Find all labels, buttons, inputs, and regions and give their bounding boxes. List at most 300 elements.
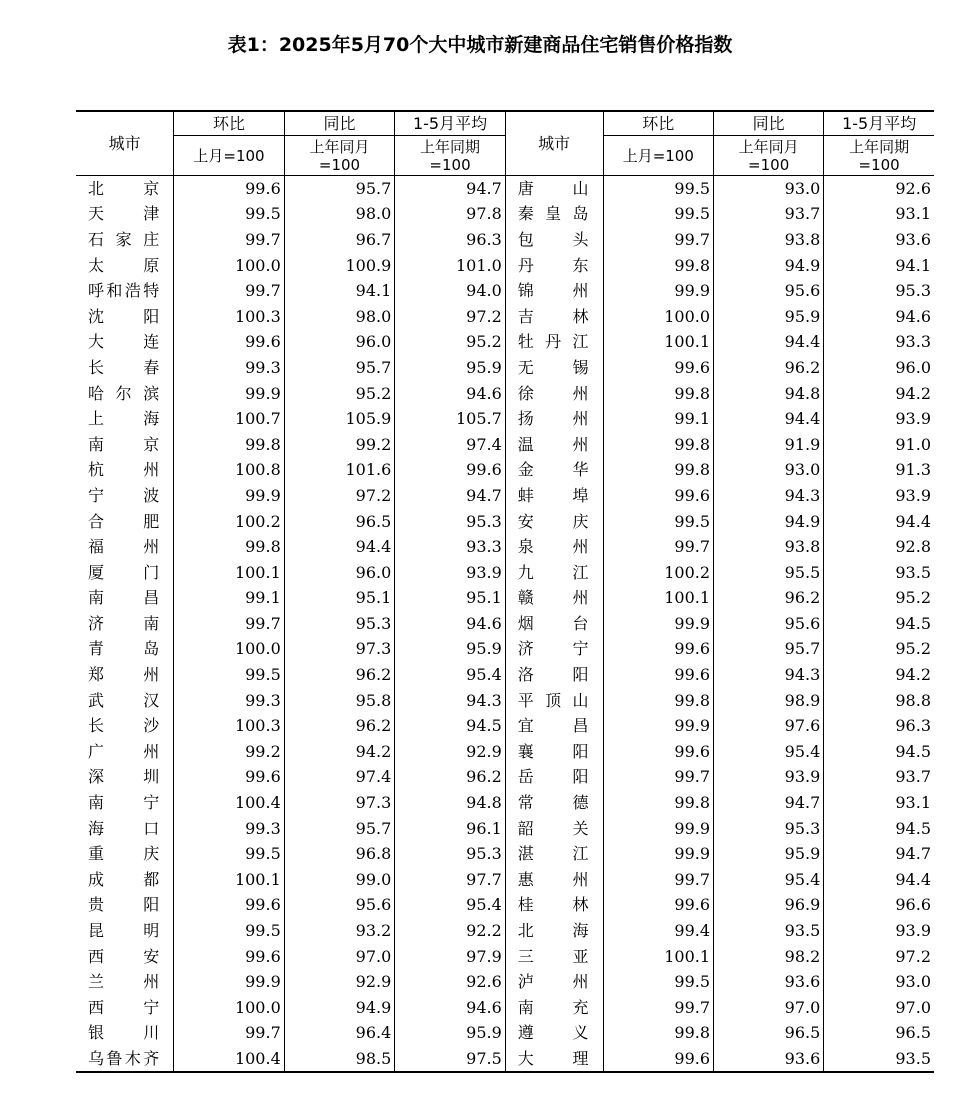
table-row xyxy=(76,176,934,202)
avg-cell: 93.9 xyxy=(824,406,934,432)
mom-cell: 99.7 xyxy=(174,278,285,304)
city-cell: 洛阳 xyxy=(505,662,603,688)
yoy-cell: 95.7 xyxy=(284,176,395,202)
yoy-cell: 95.3 xyxy=(714,815,824,841)
city-cell: 无锡 xyxy=(505,355,603,381)
mom-cell: 99.9 xyxy=(174,969,285,995)
mom-cell: 100.1 xyxy=(603,585,714,611)
yoy-cell: 95.9 xyxy=(714,303,824,329)
avg-cell: 97.8 xyxy=(395,201,506,227)
mom-cell: 100.0 xyxy=(174,995,285,1021)
mom-cell: 100.1 xyxy=(174,867,285,893)
header-city-left: 城市 xyxy=(76,111,174,176)
avg-cell: 93.1 xyxy=(824,790,934,816)
mom-cell: 100.2 xyxy=(174,508,285,534)
table-row xyxy=(76,841,934,867)
mom-cell: 99.1 xyxy=(174,585,285,611)
table-row xyxy=(76,815,934,841)
mom-cell: 100.8 xyxy=(174,457,285,483)
city-cell: 包头 xyxy=(505,227,603,253)
mom-cell: 99.9 xyxy=(603,815,714,841)
avg-cell: 92.8 xyxy=(824,534,934,560)
mom-cell: 99.3 xyxy=(174,815,285,841)
avg-cell: 96.0 xyxy=(824,355,934,381)
mom-cell: 99.8 xyxy=(603,790,714,816)
table-row xyxy=(76,201,934,227)
yoy-cell: 93.0 xyxy=(714,176,824,202)
table-row xyxy=(76,636,934,662)
table-row xyxy=(76,534,934,560)
avg-cell: 92.2 xyxy=(395,918,506,944)
city-cell: 宁波 xyxy=(88,485,160,505)
avg-cell: 94.4 xyxy=(824,508,934,534)
avg-cell: 96.3 xyxy=(824,713,934,739)
table-row xyxy=(76,380,934,406)
avg-cell: 94.7 xyxy=(824,841,934,867)
yoy-cell: 97.3 xyxy=(284,790,395,816)
yoy-cell: 101.6 xyxy=(284,457,395,483)
city-cell: 宜昌 xyxy=(505,713,603,739)
avg-cell: 95.3 xyxy=(824,278,934,304)
table-row xyxy=(76,790,934,816)
avg-cell: 94.5 xyxy=(824,739,934,765)
mom-cell: 99.6 xyxy=(603,1046,714,1072)
yoy-cell: 98.5 xyxy=(284,1046,395,1072)
yoy-cell: 94.1 xyxy=(284,278,395,304)
mom-cell: 99.6 xyxy=(603,483,714,509)
yoy-cell: 96.2 xyxy=(284,662,395,688)
city-cell: 济南 xyxy=(88,613,160,633)
city-cell: 济宁 xyxy=(505,636,603,662)
city-cell: 南京 xyxy=(88,434,160,454)
city-cell: 遵义 xyxy=(505,1020,603,1046)
table-row xyxy=(76,687,934,713)
yoy-cell: 93.6 xyxy=(714,969,824,995)
avg-cell: 97.2 xyxy=(395,303,506,329)
avg-cell: 97.4 xyxy=(395,431,506,457)
avg-cell: 92.9 xyxy=(395,739,506,765)
mom-cell: 99.5 xyxy=(603,201,714,227)
table-row xyxy=(76,918,934,944)
city-cell: 沈阳 xyxy=(88,306,160,326)
yoy-cell: 94.9 xyxy=(714,508,824,534)
mom-cell: 99.8 xyxy=(174,534,285,560)
avg-cell: 96.2 xyxy=(395,764,506,790)
mom-cell: 99.9 xyxy=(174,380,285,406)
yoy-cell: 92.9 xyxy=(284,969,395,995)
city-cell: 福州 xyxy=(88,537,160,557)
city-cell: 岳阳 xyxy=(505,764,603,790)
avg-cell: 95.9 xyxy=(395,1020,506,1046)
avg-cell: 96.3 xyxy=(395,227,506,253)
table-row xyxy=(76,713,934,739)
city-cell: 秦皇岛 xyxy=(505,201,603,227)
city-cell: 蚌埠 xyxy=(505,483,603,509)
city-cell: 锦州 xyxy=(505,278,603,304)
mom-cell: 99.7 xyxy=(174,227,285,253)
city-cell: 湛江 xyxy=(505,841,603,867)
header-avg-left: 1-5月平均 xyxy=(395,111,506,136)
city-cell: 唐山 xyxy=(505,176,603,202)
price-index-table xyxy=(76,110,934,1073)
yoy-cell: 94.7 xyxy=(714,790,824,816)
yoy-cell: 105.9 xyxy=(284,406,395,432)
header-avg-base-line2: =100 xyxy=(858,155,900,174)
yoy-cell: 96.5 xyxy=(714,1020,824,1046)
city-cell: 哈尔滨 xyxy=(88,383,160,403)
mom-cell: 99.9 xyxy=(603,278,714,304)
mom-cell: 99.2 xyxy=(174,739,285,765)
mom-cell: 99.6 xyxy=(174,943,285,969)
avg-cell: 94.0 xyxy=(395,278,506,304)
table-row xyxy=(76,355,934,381)
city-cell: 泉州 xyxy=(505,534,603,560)
avg-cell: 94.2 xyxy=(824,662,934,688)
city-cell: 平顶山 xyxy=(505,687,603,713)
mom-cell: 99.9 xyxy=(174,483,285,509)
yoy-cell: 95.9 xyxy=(714,841,824,867)
yoy-cell: 94.9 xyxy=(714,252,824,278)
avg-cell: 94.8 xyxy=(395,790,506,816)
mom-cell: 100.3 xyxy=(174,713,285,739)
city-cell: 厦门 xyxy=(88,562,160,582)
avg-cell: 96.1 xyxy=(395,815,506,841)
city-cell: 温州 xyxy=(505,431,603,457)
mom-cell: 99.6 xyxy=(603,355,714,381)
yoy-cell: 97.6 xyxy=(714,713,824,739)
avg-cell: 95.3 xyxy=(395,841,506,867)
city-cell: 西宁 xyxy=(88,997,160,1017)
yoy-cell: 96.9 xyxy=(714,892,824,918)
yoy-cell: 95.4 xyxy=(714,739,824,765)
yoy-cell: 91.9 xyxy=(714,431,824,457)
avg-cell: 95.9 xyxy=(395,355,506,381)
avg-cell: 99.6 xyxy=(395,457,506,483)
table-row xyxy=(76,662,934,688)
avg-cell: 93.9 xyxy=(395,559,506,585)
table-row xyxy=(76,559,934,585)
avg-cell: 94.1 xyxy=(824,252,934,278)
mom-cell: 99.1 xyxy=(603,406,714,432)
mom-cell: 99.8 xyxy=(174,431,285,457)
mom-cell: 100.1 xyxy=(174,559,285,585)
city-cell: 成都 xyxy=(88,869,160,889)
yoy-cell: 95.7 xyxy=(714,636,824,662)
city-cell: 青岛 xyxy=(88,639,160,659)
mom-cell: 99.3 xyxy=(174,355,285,381)
avg-cell: 93.0 xyxy=(824,969,934,995)
yoy-cell: 96.7 xyxy=(284,227,395,253)
yoy-cell: 95.7 xyxy=(284,355,395,381)
table-body xyxy=(76,176,934,1072)
yoy-cell: 96.0 xyxy=(284,559,395,585)
header-avg-base-line1: 上年同期 xyxy=(420,137,481,156)
header-avg-base-left xyxy=(395,136,506,176)
avg-cell: 95.2 xyxy=(395,329,506,355)
city-cell: 北京 xyxy=(88,179,160,199)
header-city-right: 城市 xyxy=(505,111,603,176)
yoy-cell: 98.0 xyxy=(284,201,395,227)
table-row xyxy=(76,278,934,304)
table-row xyxy=(76,227,934,253)
yoy-cell: 94.2 xyxy=(284,739,395,765)
mom-cell: 100.0 xyxy=(174,636,285,662)
yoy-cell: 94.4 xyxy=(284,534,395,560)
table-row xyxy=(76,764,934,790)
city-cell: 赣州 xyxy=(505,585,603,611)
mom-cell: 99.8 xyxy=(603,1020,714,1046)
avg-cell: 94.4 xyxy=(824,867,934,893)
city-cell: 乌鲁木齐 xyxy=(76,1046,174,1072)
city-cell: 徐州 xyxy=(505,380,603,406)
avg-cell: 95.4 xyxy=(395,892,506,918)
avg-cell: 97.9 xyxy=(395,943,506,969)
yoy-cell: 96.2 xyxy=(714,355,824,381)
yoy-cell: 93.0 xyxy=(714,457,824,483)
table-row xyxy=(76,508,934,534)
mom-cell: 99.5 xyxy=(174,662,285,688)
mom-cell: 100.2 xyxy=(603,559,714,585)
city-cell: 太原 xyxy=(88,255,160,275)
yoy-cell: 97.2 xyxy=(284,483,395,509)
table-row xyxy=(76,995,934,1021)
table-row xyxy=(76,431,934,457)
city-cell: 扬州 xyxy=(505,406,603,432)
header-avg-right: 1-5月平均 xyxy=(824,111,934,136)
mom-cell: 100.7 xyxy=(174,406,285,432)
avg-cell: 93.3 xyxy=(824,329,934,355)
avg-cell: 94.7 xyxy=(395,483,506,509)
table-row xyxy=(76,611,934,637)
city-cell: 惠州 xyxy=(505,867,603,893)
city-cell: 南宁 xyxy=(88,793,160,813)
table-row xyxy=(76,943,934,969)
header-mom-base-left: 上月=100 xyxy=(174,136,285,176)
yoy-cell: 93.8 xyxy=(714,227,824,253)
avg-cell: 101.0 xyxy=(395,252,506,278)
header-yoy-base-line2: =100 xyxy=(748,155,790,174)
yoy-cell: 98.9 xyxy=(714,687,824,713)
city-cell: 合肥 xyxy=(88,511,160,531)
city-cell: 天津 xyxy=(88,204,160,224)
mom-cell: 99.5 xyxy=(603,508,714,534)
header-mom-right: 环比 xyxy=(603,111,714,136)
avg-cell: 94.6 xyxy=(395,995,506,1021)
avg-cell: 97.7 xyxy=(395,867,506,893)
city-cell: 海口 xyxy=(88,818,160,838)
avg-cell: 93.6 xyxy=(824,227,934,253)
mom-cell: 99.9 xyxy=(603,611,714,637)
header-yoy-base-line2: =100 xyxy=(318,155,361,174)
avg-cell: 94.6 xyxy=(395,380,506,406)
mom-cell: 100.1 xyxy=(603,329,714,355)
header-yoy-left: 同比 xyxy=(284,111,395,136)
header-mom-base-right: 上月=100 xyxy=(603,136,714,176)
avg-cell: 95.1 xyxy=(395,585,506,611)
mom-cell: 100.0 xyxy=(603,303,714,329)
table-row xyxy=(76,303,934,329)
yoy-cell: 96.2 xyxy=(714,585,824,611)
table-row xyxy=(76,457,934,483)
avg-cell: 92.6 xyxy=(824,176,934,202)
mom-cell: 99.5 xyxy=(174,201,285,227)
table-row xyxy=(76,969,934,995)
city-cell: 贵阳 xyxy=(88,895,160,915)
yoy-cell: 97.0 xyxy=(284,943,395,969)
mom-cell: 99.5 xyxy=(174,841,285,867)
yoy-cell: 94.9 xyxy=(284,995,395,1021)
city-cell: 泸州 xyxy=(505,969,603,995)
yoy-cell: 96.0 xyxy=(284,329,395,355)
avg-cell: 98.8 xyxy=(824,687,934,713)
avg-cell: 96.6 xyxy=(824,892,934,918)
avg-cell: 94.5 xyxy=(824,611,934,637)
table-row xyxy=(76,1046,934,1072)
mom-cell: 99.8 xyxy=(603,687,714,713)
city-cell: 深圳 xyxy=(88,767,160,787)
avg-cell: 95.2 xyxy=(824,585,934,611)
mom-cell: 99.8 xyxy=(603,252,714,278)
avg-cell: 94.5 xyxy=(395,713,506,739)
yoy-cell: 99.0 xyxy=(284,867,395,893)
city-cell: 石家庄 xyxy=(88,229,160,249)
mom-cell: 99.7 xyxy=(174,1020,285,1046)
yoy-cell: 94.4 xyxy=(714,406,824,432)
city-cell: 上海 xyxy=(88,409,160,429)
city-cell: 大理 xyxy=(505,1046,603,1072)
city-cell: 西安 xyxy=(88,946,160,966)
avg-cell: 94.6 xyxy=(395,611,506,637)
avg-cell: 91.3 xyxy=(824,457,934,483)
avg-cell: 93.3 xyxy=(395,534,506,560)
yoy-cell: 94.3 xyxy=(714,662,824,688)
yoy-cell: 95.3 xyxy=(284,611,395,637)
mom-cell: 99.8 xyxy=(603,380,714,406)
avg-cell: 96.5 xyxy=(824,1020,934,1046)
mom-cell: 99.6 xyxy=(603,892,714,918)
city-cell: 武汉 xyxy=(88,690,160,710)
mom-cell: 99.7 xyxy=(603,867,714,893)
city-cell: 烟台 xyxy=(505,611,603,637)
yoy-cell: 95.6 xyxy=(284,892,395,918)
city-cell: 南充 xyxy=(505,995,603,1021)
yoy-cell: 99.2 xyxy=(284,431,395,457)
header-yoy-base-line1: 上年同月 xyxy=(738,137,799,156)
table-row xyxy=(76,406,934,432)
yoy-cell: 96.2 xyxy=(284,713,395,739)
mom-cell: 99.6 xyxy=(603,662,714,688)
header-yoy-base-left xyxy=(284,136,395,176)
yoy-cell: 93.5 xyxy=(714,918,824,944)
header-mom-left: 环比 xyxy=(174,111,285,136)
yoy-cell: 97.4 xyxy=(284,764,395,790)
header-avg-base-line1: 上年同期 xyxy=(849,137,910,156)
table-row xyxy=(76,1020,934,1046)
yoy-cell: 97.0 xyxy=(714,995,824,1021)
table-row xyxy=(76,329,934,355)
avg-cell: 91.0 xyxy=(824,431,934,457)
yoy-cell: 95.2 xyxy=(284,380,395,406)
mom-cell: 99.5 xyxy=(174,918,285,944)
avg-cell: 95.3 xyxy=(395,508,506,534)
yoy-cell: 96.4 xyxy=(284,1020,395,1046)
city-cell: 吉林 xyxy=(505,303,603,329)
yoy-cell: 96.8 xyxy=(284,841,395,867)
city-cell: 南昌 xyxy=(88,588,160,608)
city-cell: 长春 xyxy=(88,357,160,377)
mom-cell: 99.5 xyxy=(603,176,714,202)
city-cell: 金华 xyxy=(505,457,603,483)
yoy-cell: 95.5 xyxy=(714,559,824,585)
header-avg-base-right xyxy=(824,136,934,176)
city-cell: 广州 xyxy=(88,741,160,761)
city-cell: 襄阳 xyxy=(505,739,603,765)
city-cell: 呼和浩特 xyxy=(88,281,160,301)
avg-cell: 93.7 xyxy=(824,764,934,790)
mom-cell: 99.6 xyxy=(174,176,285,202)
mom-cell: 99.7 xyxy=(603,764,714,790)
city-cell: 长沙 xyxy=(88,716,160,736)
city-cell: 郑州 xyxy=(88,665,160,685)
city-cell: 牡丹江 xyxy=(505,329,603,355)
city-cell: 丹东 xyxy=(505,252,603,278)
avg-cell: 94.7 xyxy=(395,176,506,202)
mom-cell: 99.3 xyxy=(174,687,285,713)
city-cell: 兰州 xyxy=(88,972,160,992)
avg-cell: 94.3 xyxy=(395,687,506,713)
mom-cell: 100.4 xyxy=(174,790,285,816)
mom-cell: 100.1 xyxy=(603,943,714,969)
yoy-cell: 94.3 xyxy=(714,483,824,509)
city-cell: 大连 xyxy=(88,332,160,352)
avg-cell: 105.7 xyxy=(395,406,506,432)
avg-cell: 94.2 xyxy=(824,380,934,406)
city-cell: 常德 xyxy=(505,790,603,816)
mom-cell: 99.5 xyxy=(603,969,714,995)
mom-cell: 100.0 xyxy=(174,252,285,278)
avg-cell: 93.1 xyxy=(824,201,934,227)
table-row xyxy=(76,892,934,918)
table-row xyxy=(76,585,934,611)
mom-cell: 99.6 xyxy=(174,329,285,355)
mom-cell: 99.6 xyxy=(603,636,714,662)
mom-cell: 99.7 xyxy=(603,995,714,1021)
city-cell: 北海 xyxy=(505,918,603,944)
header-avg-base-line2: =100 xyxy=(429,155,471,174)
yoy-cell: 93.6 xyxy=(714,1046,824,1072)
table-row xyxy=(76,483,934,509)
table-row xyxy=(76,739,934,765)
yoy-cell: 96.5 xyxy=(284,508,395,534)
page-title: 表1：2025年5月70个大中城市新建商品住宅销售价格指数 xyxy=(227,34,733,56)
avg-cell: 93.9 xyxy=(824,918,934,944)
avg-cell: 95.9 xyxy=(395,636,506,662)
header-yoy-base-line1: 上年同月 xyxy=(309,137,370,156)
city-cell: 昆明 xyxy=(88,921,160,941)
avg-cell: 93.5 xyxy=(824,1046,934,1072)
yoy-cell: 94.4 xyxy=(714,329,824,355)
avg-cell: 95.2 xyxy=(824,636,934,662)
mom-cell: 99.7 xyxy=(174,611,285,637)
mom-cell: 99.9 xyxy=(603,841,714,867)
mom-cell: 100.4 xyxy=(174,1046,285,1072)
yoy-cell: 93.7 xyxy=(714,201,824,227)
mom-cell: 99.6 xyxy=(603,739,714,765)
city-cell: 杭州 xyxy=(88,460,160,480)
avg-cell: 95.4 xyxy=(395,662,506,688)
yoy-cell: 98.2 xyxy=(714,943,824,969)
mom-cell: 99.8 xyxy=(603,457,714,483)
